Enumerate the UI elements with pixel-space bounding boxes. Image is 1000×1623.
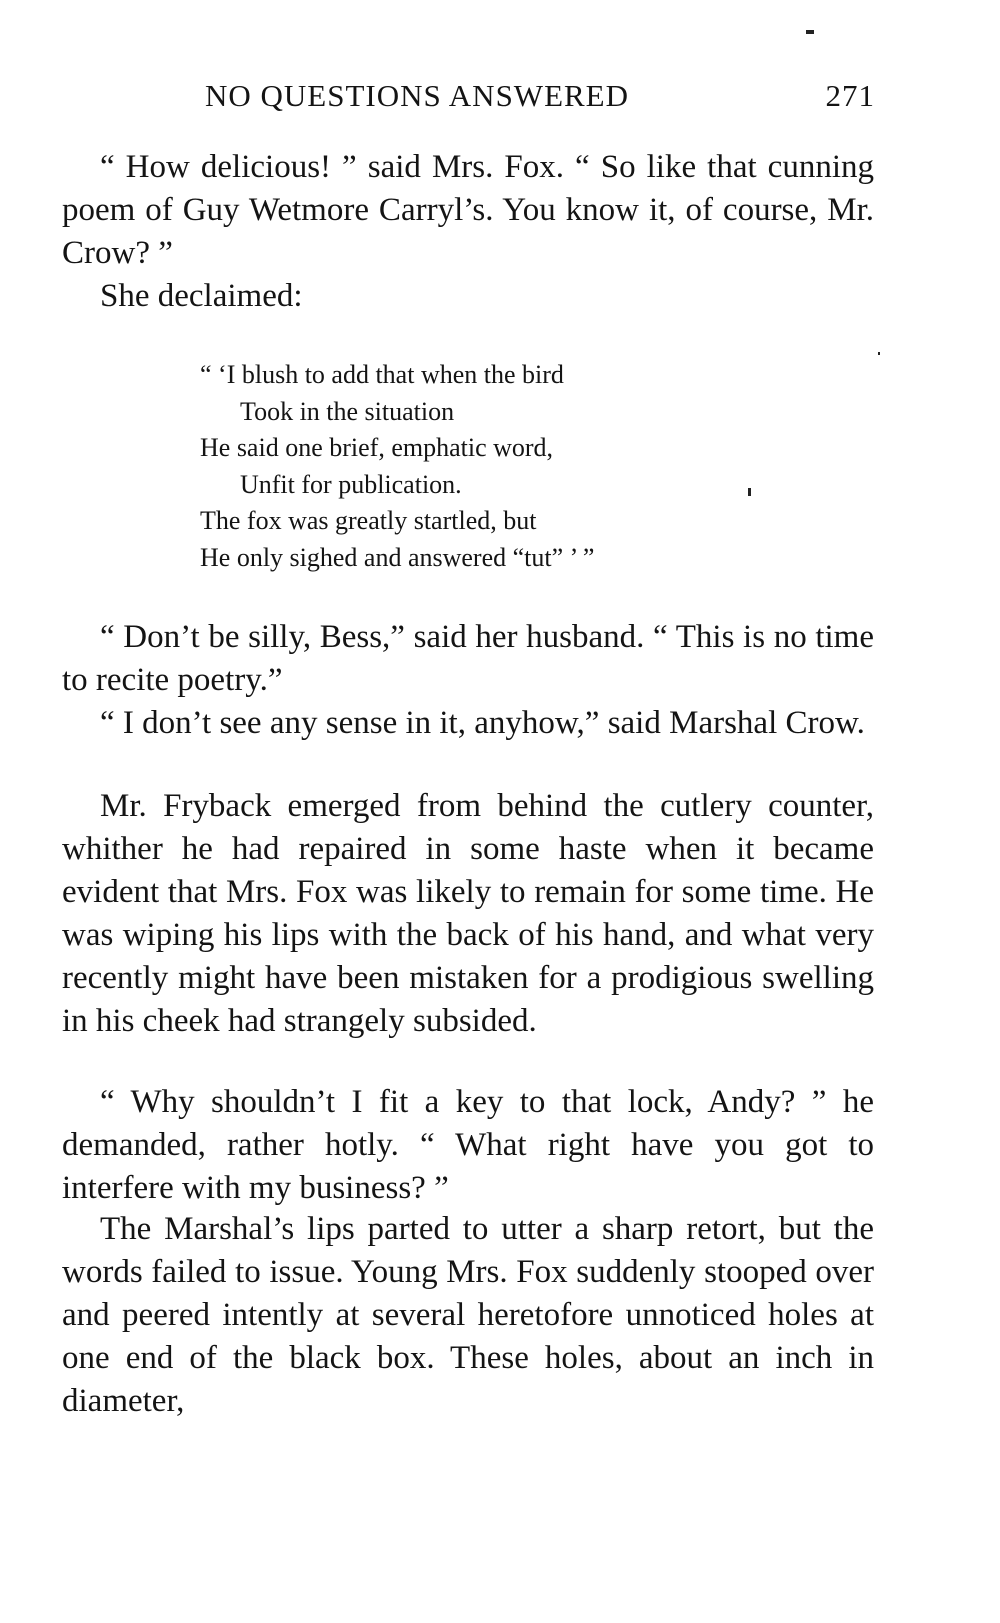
paragraph-dont-be-silly: “ Don’t be silly, Bess,” said her husband. “ This is no time to recite poetry.”	[62, 619, 874, 698]
paragraph-mr-fryback: Mr. Fryback emerged from behind the cutlery counter, whither he had repaired in some haste when it became evident that Mrs. Fox was likely to remain for some time. He was wiping his lips with the back of his hand, and what very recently might have been mistaken for a prodigious swelling in his cheek had strangely subsided.	[62, 788, 874, 1039]
chapter-title: NO QUESTIONS ANSWERED	[205, 78, 629, 113]
verse-line: The fox was greatly startled, but	[200, 506, 537, 535]
paragraph-marshals-lips: The Marshal’s lips parted to utter a sharp retort, but the words failed to issue. Young Mrs. Fox suddenly stooped over and peered intently at several heretofore unnoticed holes at one end of the black box. These holes, about an inch in diameter,	[62, 1211, 874, 1419]
running-header	[205, 78, 875, 122]
print-speck	[878, 352, 880, 355]
paragraph-she-declaimed: She declaimed:	[100, 278, 303, 314]
verse-quotation	[200, 357, 800, 576]
verse-line: Unfit for publication.	[240, 469, 462, 499]
print-speck	[748, 488, 751, 496]
print-speck	[806, 30, 814, 34]
paragraph-why-shouldnt: “ Why shouldn’t I fit a key to that lock, Andy? ” he demanded, rather hotly. “ What right have you got to interfere with my business? ”	[62, 1084, 874, 1206]
verse-line: Took in the situation	[240, 396, 455, 426]
verse-line: He said one brief, emphatic word,	[200, 433, 554, 462]
verse-line: “ ‘I blush to add that when the bird	[200, 360, 564, 389]
paragraph-marshal-crow: “ I don’t see any sense in it, anyhow,” said Marshal Crow.	[100, 705, 865, 741]
paragraph-how-delicious: “ How delicious! ” said Mrs. Fox. “ So like that cunning poem of Guy Wetmore Carryl’s. You know it, of course, Mr. Crow? ”	[62, 149, 874, 271]
page-number: 271	[825, 78, 875, 113]
verse-line: He only sighed and answered “tut” ’ ”	[200, 542, 595, 572]
